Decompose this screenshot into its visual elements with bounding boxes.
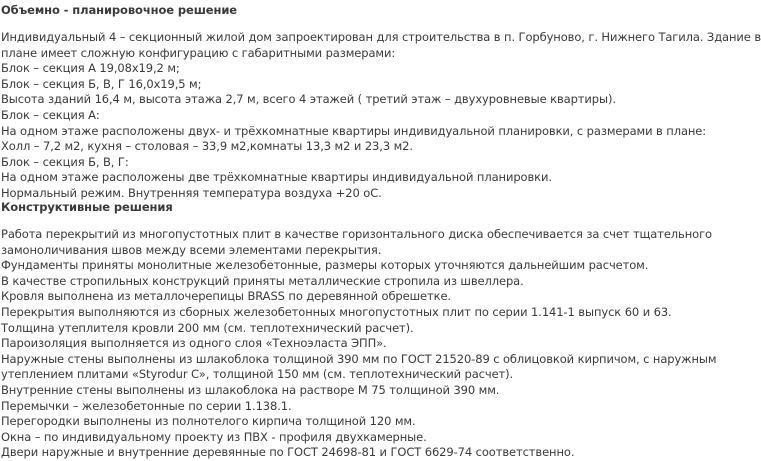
section-planning — [1, 2, 761, 202]
text-line: На одном этаже расположены двух- и трёхкомнатные квартиры индивидуальной планировки, с размерами в плане: — [1, 123, 707, 138]
text-line: Нормальный режим. Внутренняя температура воздуха +20 оС. — [1, 185, 382, 200]
text-line: плане имеет сложную конфигурацию с габаритными размерами: — [1, 45, 396, 60]
section-heading-planning: Объемно - планировочное решение — [1, 3, 238, 17]
text-line: Внутренние стены выполнены из шлакоблока на растворе М 75 толщиной 390 мм. — [1, 382, 500, 397]
section-body-planning — [1, 30, 761, 202]
text-line: Индивидуальный 4 – секционный жилой дом запроектирован для строительства в п. Горбуново, г. Нижнего Тагила. Здание в — [1, 30, 761, 44]
text-line: Пароизоляция выполняется из одного слоя «Техноэласта ЭПП». — [1, 336, 387, 351]
section-structural — [1, 199, 717, 461]
text-line: Блок – секция Б, В, Г: — [1, 154, 129, 169]
text-line: Фундаменты приняты монолитные железобетонные, размеры которых уточняются дальнейшим расчетом. — [1, 258, 649, 273]
text-line: Окна – по индивидуальному проекту из ПВХ - профиля двухкамерные. — [1, 429, 427, 444]
text-line: Высота зданий 16,4 м, высота этажа 2,7 м, всего 4 этажей ( третий этаж – двухуровневые квартиры). — [1, 92, 616, 107]
text-line: В качестве стропильных конструкций приняты металлические стропила из швеллера. — [1, 273, 524, 288]
text-line: Перегородки выполнены из полнотелого кирпича толщиной 120 мм. — [1, 414, 416, 429]
section-heading-structural: Конструктивные решения — [1, 200, 173, 214]
text-line: Блок – секция А 19,08х19,2 м; — [1, 61, 180, 76]
text-line: Перемычки – железобетонные по серии 1.138.1. — [1, 398, 292, 413]
text-line: Блок – секция А: — [1, 107, 100, 122]
text-line: замоноличивания швов между всеми элементами перекрытия. — [1, 242, 382, 257]
text-line: Наружные стены выполнены из шлакоблока толщиной 390 мм по ГОСТ 21520-89 с облицовкой кирпичом, с наружным — [1, 351, 717, 366]
text-line: На одном этаже расположены две трёхкомнатные квартиры индивидуальной планировки. — [1, 170, 552, 185]
text-line: Холл – 7,2 м2, кухня – столовая – 33,9 м2,комнаты 13,3 м2 и 23,3 м2. — [1, 139, 413, 154]
text-line: Кровля выполнена из металлочерепицы BRASS по деревянной обрешетке. — [1, 289, 451, 304]
text-line: утеплением плитами «Styrodur C», толщиной 150 мм (см. теплотехнический расчет). — [1, 367, 514, 382]
text-line: Перекрытия выполняются из сборных железобетонных многопустотных плит по серии 1.141-1 выпуск 60 и 63. — [1, 304, 672, 319]
text-line: Толщина утеплителя кровли 200 мм (см. теплотехнический расчет). — [1, 320, 414, 335]
text-line: Блок – секция Б, В, Г 16,0х19,5 м; — [1, 76, 202, 91]
section-body-structural — [1, 227, 717, 461]
text-line: Двери наружные и внутренние деревянные по ГОСТ 24698-81 и ГОСТ 6629-74 соответственно. — [1, 445, 575, 460]
text-line: Работа перекрытий из многопустотных плит в качестве горизонтального диска обеспечивается за счет тщательного — [1, 227, 712, 241]
